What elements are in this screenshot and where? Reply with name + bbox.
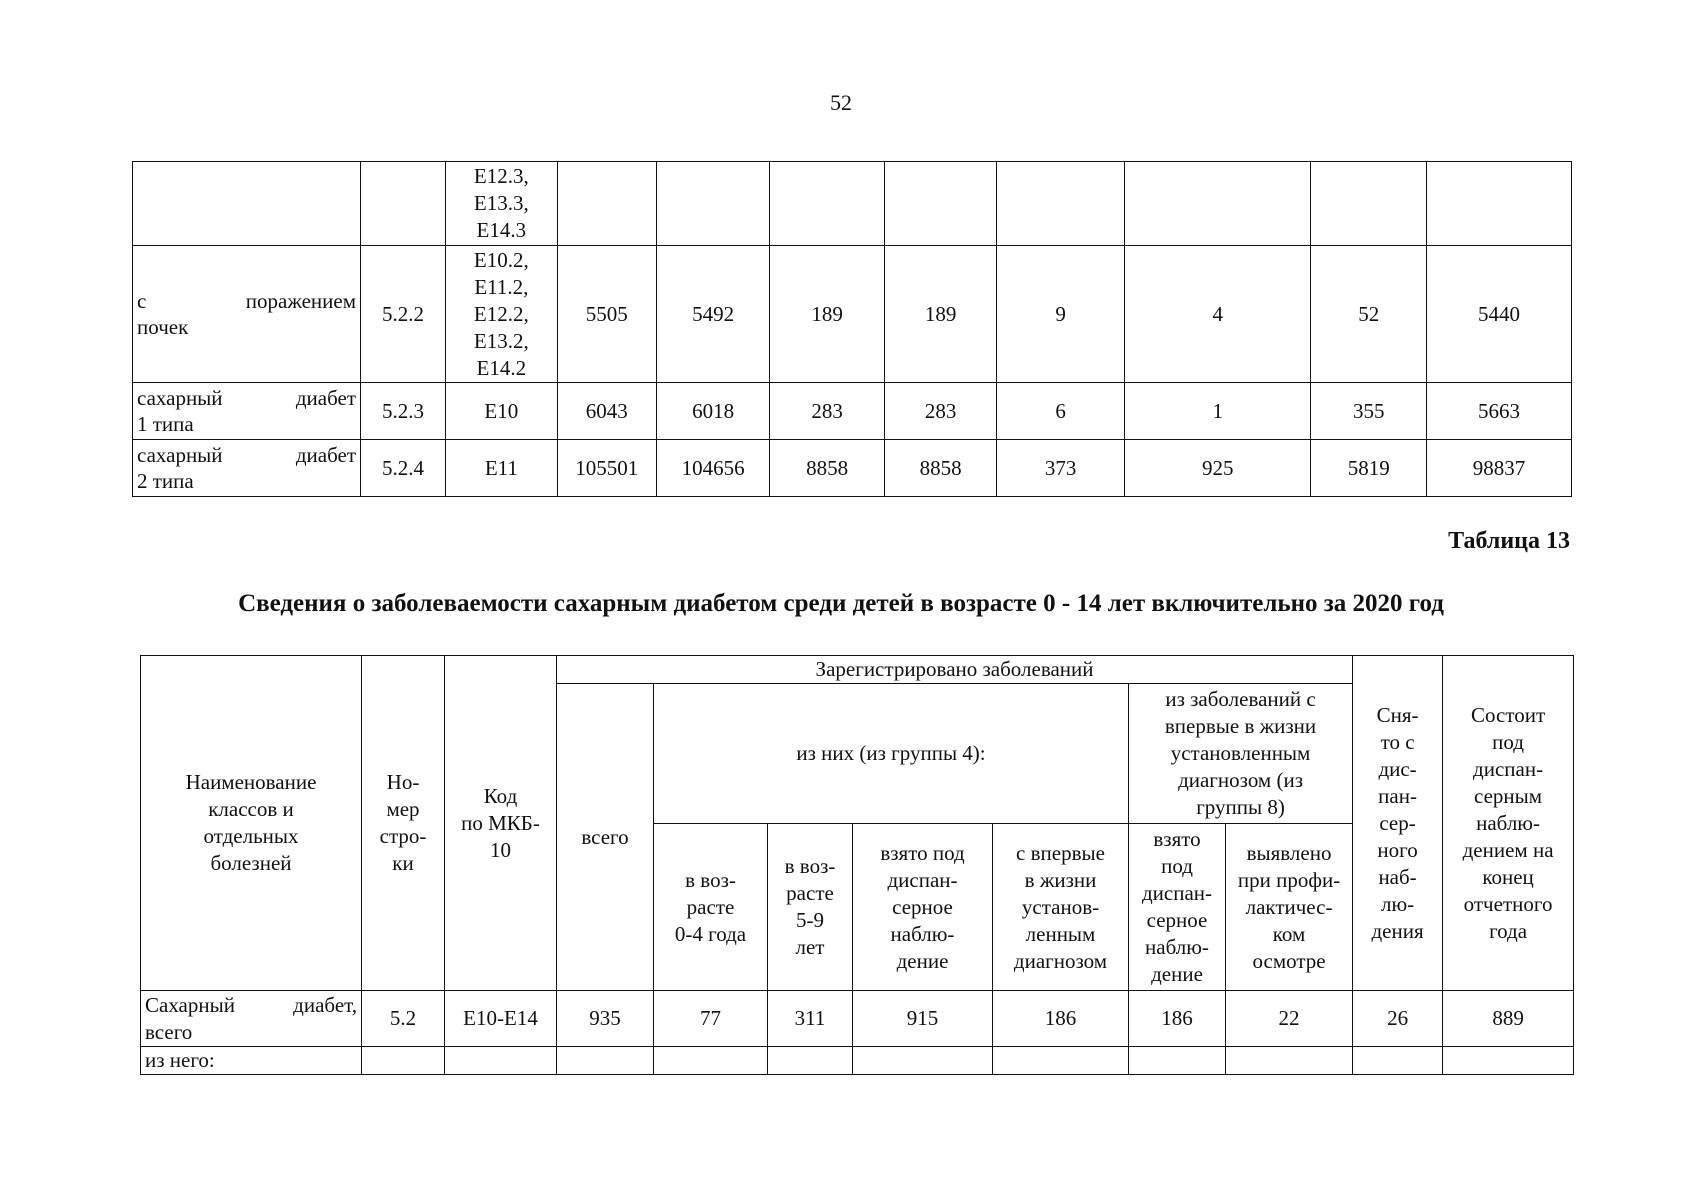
header-row: [141, 656, 1574, 684]
value-cell: 6043: [557, 383, 656, 440]
value-cell: 77: [654, 991, 768, 1047]
value-cell: 189: [770, 246, 885, 383]
header-dispensary: взято под диспан- серное наблю- дение: [853, 824, 993, 991]
value-cell: 189: [884, 246, 996, 383]
line-number-cell: 5.2.3: [361, 383, 446, 440]
value-cell: 5505: [557, 246, 656, 383]
value-cell: 373: [997, 440, 1125, 497]
value-cell: 283: [884, 383, 996, 440]
disease-name-cell: сахарный диабет 1 типа: [133, 383, 361, 440]
value-cell: 355: [1311, 383, 1427, 440]
table-row: [133, 383, 1572, 440]
value-cell: 935: [557, 991, 654, 1047]
value-cell: 283: [770, 383, 885, 440]
value-cell: 4: [1125, 246, 1311, 383]
disease-name-cell: с поражением почек: [133, 246, 361, 383]
header-first-time: с впервые в жизни установ- ленным диагнозом: [993, 824, 1129, 991]
icd-code-cell: E10.2, E11.2, E12.2, E13.2, E14.2: [446, 246, 557, 383]
value-cell: 105501: [557, 440, 656, 497]
table-row: [133, 440, 1572, 497]
line-number-cell: [361, 162, 446, 246]
value-cell: 5440: [1426, 246, 1571, 383]
value-cell: 22: [1226, 991, 1353, 1047]
continuation-table: [132, 161, 1572, 497]
header-total: всего: [557, 684, 654, 991]
value-cell: 26: [1353, 991, 1443, 1047]
icd-code-cell: E11: [446, 440, 557, 497]
value-cell: 889: [1443, 991, 1574, 1047]
table-row: [133, 162, 1572, 246]
header-age-0-4: в воз- расте 0-4 года: [654, 824, 768, 991]
header-of-them: из них (из группы 4):: [654, 684, 1129, 824]
value-cell: 5819: [1311, 440, 1427, 497]
value-cell: 6018: [656, 383, 769, 440]
value-cell: 5492: [656, 246, 769, 383]
disease-name-cell: из него:: [141, 1047, 362, 1075]
value-cell: 1: [1125, 383, 1311, 440]
page-number: 52: [830, 90, 852, 115]
header-icd-code: Код по МКБ- 10: [445, 656, 557, 991]
table-row: [141, 1047, 1574, 1075]
header-disease-name: Наименование классов и отдельных болезней: [141, 656, 362, 991]
disease-name-cell: [133, 162, 361, 246]
value-cell: 925: [1125, 440, 1311, 497]
value-cell: 9: [997, 246, 1125, 383]
line-number-cell: 5.2.4: [361, 440, 446, 497]
header-age-5-9: в воз- расте 5-9 лет: [768, 824, 853, 991]
header-line-number: Но- мер стро- ки: [362, 656, 445, 991]
line-number-cell: 5.2.2: [361, 246, 446, 383]
value-cell: 186: [993, 991, 1129, 1047]
value-cell: 98837: [1426, 440, 1571, 497]
table-label: Таблица 13: [1448, 528, 1570, 554]
value-cell: 8858: [770, 440, 885, 497]
value-cell: 6: [997, 383, 1125, 440]
table-row: [133, 246, 1572, 383]
value-cell: 311: [768, 991, 853, 1047]
icd-code-cell: E12.3, E13.3, E14.3: [446, 162, 557, 246]
line-number-cell: 5.2: [362, 991, 445, 1047]
table-title: Сведения о заболеваемости сахарным диабетом среди детей в возрасте 0 - 14 лет включительно за 2020 год: [238, 590, 1444, 617]
value-cell: 5663: [1426, 383, 1571, 440]
value-cell: 8858: [884, 440, 996, 497]
diabetes-children-table: [140, 655, 1574, 1075]
disease-name-cell: сахарный диабет 2 типа: [133, 440, 361, 497]
icd-code-cell: E10-E14: [445, 991, 557, 1047]
icd-code-cell: E10: [446, 383, 557, 440]
value-cell: 52: [1311, 246, 1427, 383]
header-newly-diagnosed: из заболеваний с впервые в жизни установленным диагнозом (из группы 8): [1129, 684, 1353, 824]
value-cell: 104656: [656, 440, 769, 497]
value-cell: 915: [853, 991, 993, 1047]
header-new-dispensary: взято под диспан- серное наблю- дение: [1129, 824, 1226, 991]
table-row: [141, 991, 1574, 1047]
disease-name-cell: Сахарный диабет, всего: [141, 991, 362, 1047]
value-cell: 186: [1129, 991, 1226, 1047]
header-removed: Сня- то с дис- пан- сер- ного наб- лю- дения: [1353, 656, 1443, 991]
header-registered: Зарегистрировано заболеваний: [557, 656, 1353, 684]
header-under-observation: Состоит под диспан- серным наблю- дением на конец отчетного года: [1443, 656, 1574, 991]
header-preventive: выявлено при профи- лактичес- ком осмотре: [1226, 824, 1353, 991]
